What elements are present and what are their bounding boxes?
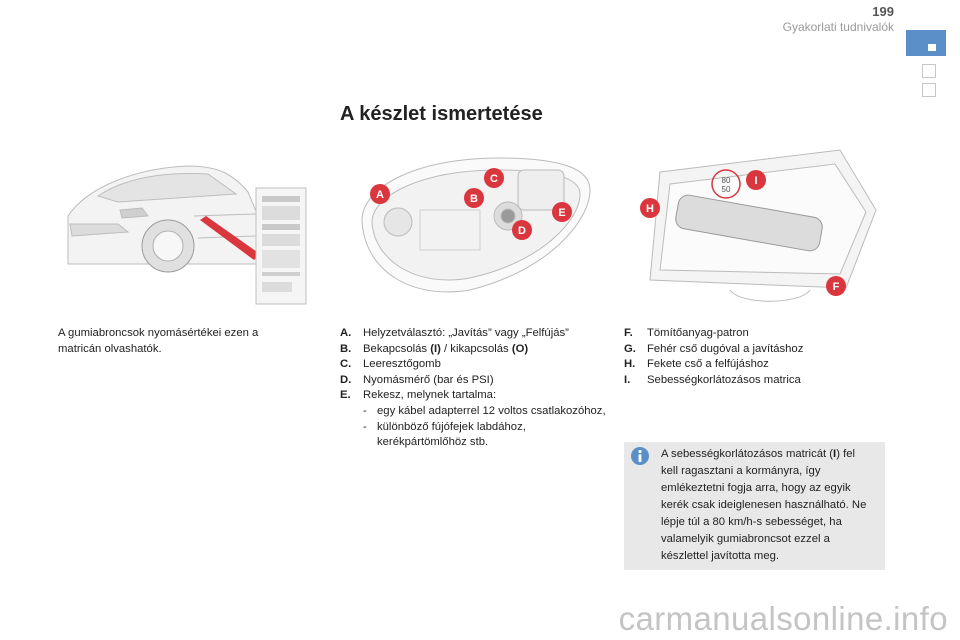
item-text: Nyomásmérő (bar és PSI) xyxy=(363,373,494,386)
tab-marker xyxy=(928,44,936,51)
item-letter: H. xyxy=(624,358,636,371)
page-number: 199 xyxy=(872,4,894,19)
item-text-bold: (O) xyxy=(511,342,529,355)
list-item xyxy=(340,357,610,373)
section-tab xyxy=(906,30,946,56)
car-sticker-illustration xyxy=(58,146,320,306)
section-tab-empty xyxy=(922,64,936,78)
kit-parts-list xyxy=(340,326,610,451)
info-text-bold: I xyxy=(833,448,837,460)
sub-item-text: különböző fújófejek labdához, kerékpártömlőhöz stb. xyxy=(377,420,526,449)
info-icon xyxy=(630,446,650,466)
item-text: Bekapcsolás xyxy=(363,342,431,355)
callout-f-label: F xyxy=(832,281,840,293)
item-letter: I. xyxy=(624,373,631,386)
info-note-text xyxy=(661,446,875,565)
sub-item-text: egy kábel adapterrel 12 voltos csatlakozóhoz, xyxy=(377,404,606,417)
pressure-sticker xyxy=(256,188,306,304)
item-text: Sebességkorlátozásos matrica xyxy=(647,373,801,386)
item-letter: D. xyxy=(340,373,352,386)
list-item xyxy=(340,388,610,450)
kit-illustration xyxy=(350,150,598,302)
item-text: / kikapcsolás xyxy=(440,342,512,355)
kit-body xyxy=(362,158,590,292)
item-text: Tömítőanyag-patron xyxy=(647,327,749,339)
item-letter: C. xyxy=(340,358,352,371)
callout-a-label: A xyxy=(376,189,384,201)
sticker-caption: A gumiabroncsok nyomásértékei ezen a matricán olvashatók. xyxy=(58,327,259,355)
sub-list-item xyxy=(363,420,610,451)
list-item xyxy=(624,326,884,342)
item-text: Helyzetválasztó: „Javítás” vagy „Felfújás” xyxy=(363,327,569,339)
item-text: Fekete cső a felfújáshoz xyxy=(647,358,769,371)
info-text-part: A sebességkorlátozásos matricát ( xyxy=(661,448,834,460)
callout-e-label: E xyxy=(558,207,566,219)
list-item xyxy=(624,342,884,358)
info-text-part: ) fel kell ragasztani a kormányra, így emlékeztetni fogja arra, hogy az egyik kerék csak ideiglenesen használható. Ne lépje túl a 80 km/h-s sebességet, ha valamelyik gumiabroncsot ezzel a készlettel javította meg. xyxy=(661,448,867,562)
item-letter: G. xyxy=(624,342,636,355)
item-text: Leeresztőgomb xyxy=(363,358,441,371)
callout-c-label: C xyxy=(490,173,498,185)
item-letter: F. xyxy=(624,327,633,339)
item-text-bold: (I) xyxy=(430,342,441,355)
list-item xyxy=(340,342,610,358)
speed-sticker-bottom: 50 xyxy=(721,185,731,194)
bag-illustration xyxy=(630,140,880,304)
callout-d-label: D xyxy=(518,225,526,237)
callout-i-label: I xyxy=(754,175,758,187)
section-tab-empty xyxy=(922,83,936,97)
page-title: A készlet ismertetése xyxy=(340,103,543,125)
info-note-box xyxy=(624,442,885,570)
item-letter: E. xyxy=(340,389,351,402)
list-item xyxy=(624,357,884,373)
speed-sticker-top: 80 xyxy=(721,176,731,185)
item-text: Fehér cső dugóval a javításhoz xyxy=(647,342,804,355)
cartridge-parts-list xyxy=(624,326,884,388)
sub-item-dash: - xyxy=(363,404,367,417)
item-letter: A. xyxy=(340,327,352,339)
watermark: carmanualsonline.info xyxy=(618,600,948,637)
item-text: Rekesz, melynek tartalma: xyxy=(363,389,497,402)
list-item xyxy=(340,326,610,342)
list-item xyxy=(340,373,610,389)
item-letter: B. xyxy=(340,342,352,355)
callout-h-label: H xyxy=(646,203,654,215)
list-item xyxy=(624,373,884,389)
sub-list-item xyxy=(363,404,610,420)
car-image xyxy=(68,166,258,272)
section-title: Gyakorlati tudnivalók xyxy=(782,20,894,34)
sub-item-dash: - xyxy=(363,420,367,433)
callout-b-label: B xyxy=(470,193,478,205)
